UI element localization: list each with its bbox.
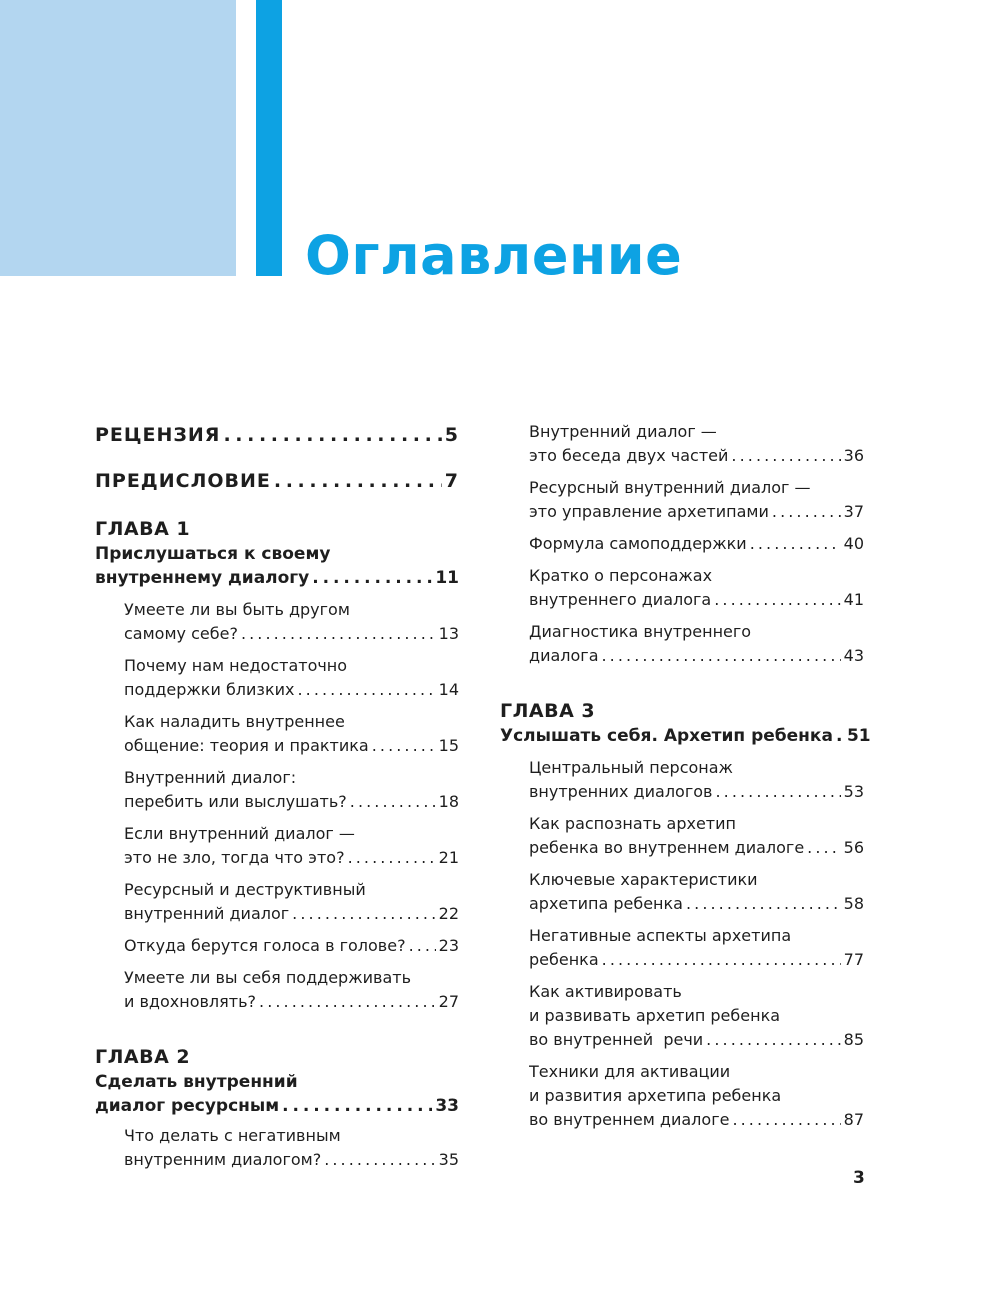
toc-entry[interactable] (124, 598, 459, 646)
toc-page-number: 36 (843, 446, 864, 465)
dot-leader (324, 1148, 435, 1172)
toc-entry[interactable] (529, 420, 864, 468)
toc-entry-line: поддержки близких (124, 680, 295, 699)
toc-left-column (95, 420, 459, 1180)
toc-entry-line: Как наладить внутреннее (124, 712, 345, 731)
toc-right-column (500, 420, 871, 1140)
toc-entry-line: во внутренней речи (529, 1030, 704, 1049)
dot-leader (348, 846, 436, 870)
toc-entry-line: Негативные аспекты архетипа (529, 926, 792, 945)
toc-page-number: 40 (843, 534, 864, 553)
dot-leader (223, 420, 441, 450)
toc-page-number: 21 (438, 848, 459, 867)
chapter-title-line: Услышать себя. Архетип ребенка (500, 726, 833, 746)
dot-leader (706, 1028, 840, 1052)
toc-page-number: 7 (444, 470, 459, 492)
toc-entry-line: и вдохновлять? (124, 992, 257, 1011)
toc-entry[interactable] (529, 620, 864, 668)
dot-leader (312, 566, 432, 590)
toc-page-number: 23 (438, 936, 459, 955)
page-number: 3 (853, 1168, 865, 1188)
toc-page-number: 56 (843, 838, 864, 857)
dot-leader (807, 836, 840, 860)
toc-page-number: 77 (843, 950, 864, 969)
toc-entry-line: Центральный персонаж (529, 758, 733, 777)
toc-entry[interactable] (529, 476, 864, 524)
dot-leader (686, 892, 841, 916)
dot-leader (772, 500, 841, 524)
toc-page-number: 53 (843, 782, 864, 801)
toc-entry-line: Внутренний диалог: (124, 768, 297, 787)
toc-entry[interactable] (124, 654, 459, 702)
toc-page-number: 37 (843, 502, 864, 521)
toc-entry[interactable] (124, 766, 459, 814)
toc-entry-line: Откуда берутся голоса в голове? (124, 936, 406, 955)
toc-entry-line: Что делать с негативным (124, 1126, 341, 1145)
toc-entry-line: ребенка (529, 950, 599, 969)
toc-chapter-title[interactable] (95, 1070, 459, 1118)
toc-entry-line: Как распознать архетип (529, 814, 736, 833)
toc-page-number: 14 (438, 680, 459, 699)
chapter-heading: ГЛАВА 3 (500, 700, 596, 722)
toc-entry-line: Диагностика внутреннего (529, 622, 752, 641)
toc-entry[interactable] (529, 980, 864, 1052)
toc-entry-predislovie[interactable] (95, 466, 459, 496)
toc-entry[interactable] (124, 878, 459, 926)
toc-entry[interactable] (124, 710, 459, 758)
toc-page-number: 43 (843, 646, 864, 665)
toc-entry[interactable] (529, 1060, 864, 1132)
chapter-title-line: Сделать внутренний (95, 1072, 298, 1092)
toc-entry-line: Ресурсный и деструктивный (124, 880, 366, 899)
toc-entry[interactable] (529, 812, 864, 860)
toc-entry-line: Кратко о персонажах (529, 566, 713, 585)
toc-chapter-title[interactable] (500, 724, 871, 748)
toc-page-number: 11 (435, 568, 459, 588)
page-title: Оглавление (305, 224, 683, 287)
toc-entry-line: внутренний диалог (124, 904, 290, 923)
toc-page-number: 5 (444, 424, 459, 446)
toc-entry-line: ребенка во внутреннем диалоге (529, 838, 805, 857)
toc-entry-line: это беседа двух частей (529, 446, 729, 465)
toc-entry-line: внутреннего диалога (529, 590, 712, 609)
toc-entry-line: и развития архетипа ребенка (529, 1086, 782, 1105)
toc-entry-line: во внутреннем диалоге (529, 1110, 730, 1129)
toc-entry[interactable] (529, 924, 864, 972)
chapter-title-line: диалог ресурсным (95, 1096, 280, 1116)
toc-entry[interactable] (124, 934, 459, 958)
dot-leader (602, 644, 841, 668)
toc-entry-line: Если внутренний диалог — (124, 824, 355, 843)
toc-page-number: 58 (843, 894, 864, 913)
toc-entry-label: РЕЦЕНЗИЯ (95, 424, 221, 446)
toc-page-number: 41 (843, 590, 864, 609)
dot-leader (372, 734, 436, 758)
toc-page-number: 35 (438, 1150, 459, 1169)
toc-entry-line: Ключевые характеристики (529, 870, 758, 889)
dot-leader (732, 1108, 840, 1132)
toc-page-number: 18 (438, 792, 459, 811)
toc-page-number: 15 (438, 736, 459, 755)
toc-entry-line: архетипа ребенка (529, 894, 683, 913)
toc-entry-line: Техники для активации (529, 1062, 731, 1081)
dot-leader (715, 780, 840, 804)
toc-entry-line: внутренних диалогов (529, 782, 713, 801)
toc-entry-line: диалога (529, 646, 599, 665)
toc-page-number: 22 (438, 904, 459, 923)
dot-leader (602, 948, 841, 972)
toc-entry-line: Как активировать (529, 982, 682, 1001)
toc-entry-line: Почему нам недостаточно (124, 656, 348, 675)
toc-entry-line: перебить или выслушать? (124, 792, 347, 811)
toc-entry[interactable] (124, 966, 459, 1014)
toc-entry[interactable] (124, 822, 459, 870)
toc-page-number: 27 (438, 992, 459, 1011)
toc-entry-label: ПРЕДИСЛОВИЕ (95, 470, 271, 492)
toc-entry-recenziya[interactable] (95, 420, 459, 450)
toc-page-number: 51 (846, 726, 871, 746)
toc-entry-line: Умеете ли вы себя поддерживать (124, 968, 412, 987)
dot-leader (274, 466, 442, 496)
decorative-accent-bar (256, 0, 282, 276)
toc-entry-line: Ресурсный внутренний диалог — (529, 478, 811, 497)
toc-entry-line: Формула самоподдержки (529, 534, 747, 553)
dot-leader (750, 532, 841, 556)
toc-entry-line: это управление архетипами (529, 502, 769, 521)
chapter-title-line: внутреннему диалогу (95, 568, 310, 588)
chapter-title-line: Прислушаться к своему (95, 544, 331, 564)
toc-entry-line: общение: теория и практика (124, 736, 369, 755)
toc-chapter-title[interactable] (95, 542, 459, 590)
toc-entry-line: Внутренний диалог — (529, 422, 717, 441)
dot-leader (282, 1094, 432, 1118)
toc-entry[interactable] (529, 756, 864, 804)
toc-entry[interactable] (529, 532, 864, 556)
toc-entry-line: это не зло, тогда что это? (124, 848, 345, 867)
dot-leader (297, 678, 435, 702)
dot-leader (731, 444, 840, 468)
dot-leader (241, 622, 436, 646)
dot-leader (836, 724, 844, 748)
toc-entry-line: самому себе? (124, 624, 238, 643)
toc-entry[interactable] (124, 1124, 459, 1172)
toc-page-number: 87 (843, 1110, 864, 1129)
toc-page-number: 13 (438, 624, 459, 643)
toc-entry-line: Умеете ли вы быть другом (124, 600, 350, 619)
toc-page-number: 33 (435, 1096, 459, 1116)
toc-entry-line: внутренним диалогом? (124, 1150, 322, 1169)
dot-leader (350, 790, 436, 814)
toc-entry[interactable] (529, 868, 864, 916)
decorative-corner-block (0, 0, 236, 276)
dot-leader (409, 934, 436, 958)
dot-leader (259, 990, 436, 1014)
toc-page-number: 85 (843, 1030, 864, 1049)
dot-leader (292, 902, 435, 926)
toc-entry-line: и развивать архетип ребенка (529, 1006, 781, 1025)
chapter-heading: ГЛАВА 2 (95, 1046, 191, 1068)
toc-entry[interactable] (529, 564, 864, 612)
dot-leader (714, 588, 840, 612)
chapter-heading: ГЛАВА 1 (95, 518, 191, 540)
